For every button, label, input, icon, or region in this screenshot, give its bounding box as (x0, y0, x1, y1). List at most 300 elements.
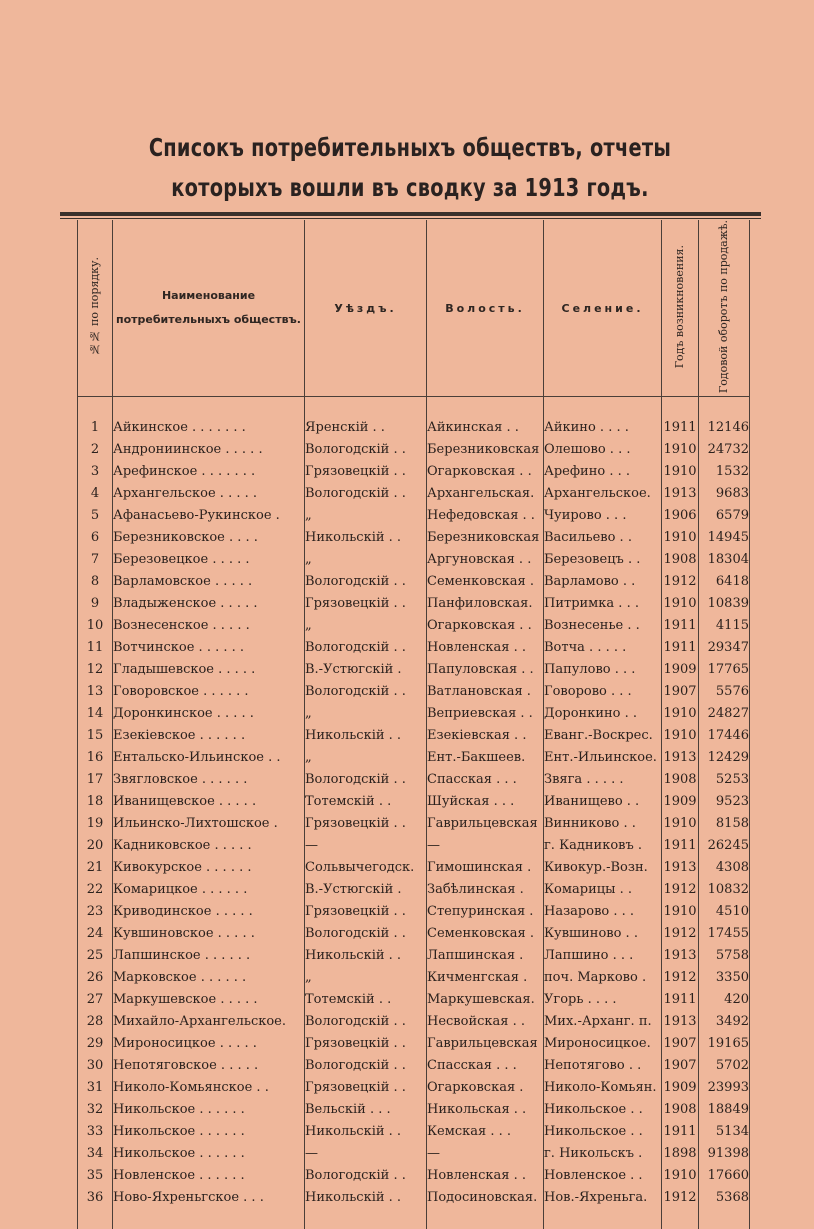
annual-turnover-cell: 24732 (699, 439, 750, 461)
table-row (78, 1143, 750, 1165)
annual-turnover-cell: 5758 (699, 945, 750, 967)
volost-cell: Березниковская (427, 439, 544, 461)
society-name: Никольское . . . . . . (113, 1121, 305, 1143)
row-number: 29 (78, 1033, 113, 1055)
society-name: Марковское . . . . . . (113, 967, 305, 989)
row-number: 31 (78, 1077, 113, 1099)
volost-cell: Панфиловская. (427, 593, 544, 615)
row-number: 3 (78, 461, 113, 483)
volost-cell: Лапшинская . (427, 945, 544, 967)
table-row (78, 747, 750, 769)
table-row (78, 1165, 750, 1187)
selenie-cell: Вотча . . . . . (544, 637, 662, 659)
row-number: 24 (78, 923, 113, 945)
row-number: 33 (78, 1121, 113, 1143)
volost-cell: Огарковская . (427, 1077, 544, 1099)
volost-cell: Гаврильцевская (427, 1033, 544, 1055)
uezd-cell: „ (305, 967, 427, 989)
society-name: Архангельское . . . . . (113, 483, 305, 505)
society-name: Лапшинское . . . . . . (113, 945, 305, 967)
annual-turnover-cell: 91398 (699, 1143, 750, 1165)
uezd-cell: Вельскій . . . (305, 1099, 427, 1121)
volost-cell: Новленская . . (427, 1165, 544, 1187)
year-founded-cell: 1906 (662, 505, 699, 527)
selenie-cell: Кувшиново . . (544, 923, 662, 945)
volost-cell: Подосиновская. (427, 1187, 544, 1209)
table-row (78, 461, 750, 483)
year-founded-cell: 1911 (662, 1121, 699, 1143)
volost-cell: Маркушевская. (427, 989, 544, 1011)
page-title: Списокъ потребительныхъ обществъ, отчеты которыхъ вошли въ сводку за 1913 годъ. (148, 133, 672, 202)
society-name: Гладышевское . . . . . (113, 659, 305, 681)
table-row (78, 483, 750, 505)
society-name: Березовецкое . . . . . (113, 549, 305, 571)
year-founded-cell: 1910 (662, 703, 699, 725)
row-number: 17 (78, 769, 113, 791)
table-row (78, 1187, 750, 1209)
row-number: 5 (78, 505, 113, 527)
volost-cell: Айкинская . . (427, 417, 544, 439)
annual-turnover-cell: 14945 (699, 527, 750, 549)
annual-turnover-cell: 9683 (699, 483, 750, 505)
society-name: Маркушевское . . . . . (113, 989, 305, 1011)
row-number: 18 (78, 791, 113, 813)
society-name: Айкинское . . . . . . . (113, 417, 305, 439)
annual-turnover-cell: 26245 (699, 835, 750, 857)
row-number: 7 (78, 549, 113, 571)
selenie-cell: Папулово . . . (544, 659, 662, 681)
selenie-cell: Винниково . . (544, 813, 662, 835)
uezd-cell: Грязовецкій . . (305, 813, 427, 835)
society-name: Мироносицкое . . . . . (113, 1033, 305, 1055)
annual-turnover-cell: 8158 (699, 813, 750, 835)
selenie-cell: Вознесенье . . (544, 615, 662, 637)
selenie-cell: Непотягово . . (544, 1055, 662, 1077)
annual-turnover-cell: 23993 (699, 1077, 750, 1099)
society-name: Новленское . . . . . . (113, 1165, 305, 1187)
row-number: 12 (78, 659, 113, 681)
selenie-cell: Питримка . . . (544, 593, 662, 615)
uezd-cell: Никольскій . . (305, 945, 427, 967)
annual-turnover-cell: 17660 (699, 1165, 750, 1187)
annual-turnover-cell: 17765 (699, 659, 750, 681)
selenie-cell: Лапшино . . . (544, 945, 662, 967)
volost-cell: Семенковская . (427, 571, 544, 593)
selenie-cell: Иванищево . . (544, 791, 662, 813)
annual-turnover-cell: 10832 (699, 879, 750, 901)
year-founded-cell: 1910 (662, 901, 699, 923)
selenie-cell: Чуирово . . . (544, 505, 662, 527)
volost-cell: Кемская . . . (427, 1121, 544, 1143)
annual-turnover-cell: 5134 (699, 1121, 750, 1143)
row-number: 1 (78, 417, 113, 439)
row-number: 22 (78, 879, 113, 901)
society-name: Кивокурское . . . . . . (113, 857, 305, 879)
selenie-cell: Еванг.-Воскрес. (544, 725, 662, 747)
table-row (78, 681, 750, 703)
row-number: 26 (78, 967, 113, 989)
table-row (78, 879, 750, 901)
uezd-cell: Никольскій . . (305, 527, 427, 549)
row-number: 15 (78, 725, 113, 747)
row-number: 21 (78, 857, 113, 879)
uezd-cell: Грязовецкій . . (305, 593, 427, 615)
year-founded-cell: 1911 (662, 835, 699, 857)
year-founded-cell: 1909 (662, 1077, 699, 1099)
society-name: Вотчинское . . . . . . (113, 637, 305, 659)
header-oborot: Годовой оборотъ по продажѣ. (699, 220, 750, 397)
table-row (78, 1099, 750, 1121)
volost-cell: Огарковская . . (427, 461, 544, 483)
table-row (78, 659, 750, 681)
annual-turnover-cell: 19165 (699, 1033, 750, 1055)
society-name: Звягловское . . . . . . (113, 769, 305, 791)
selenie-cell: Звяга . . . . . (544, 769, 662, 791)
year-founded-cell: 1911 (662, 637, 699, 659)
society-name: Андрониинское . . . . . (113, 439, 305, 461)
annual-turnover-cell: 4115 (699, 615, 750, 637)
row-number: 2 (78, 439, 113, 461)
uezd-cell: Вологодскій . . (305, 439, 427, 461)
table-row (78, 439, 750, 461)
selenie-cell: Новленское . . (544, 1165, 662, 1187)
year-founded-cell: 1912 (662, 967, 699, 989)
annual-turnover-cell: 5368 (699, 1187, 750, 1209)
annual-turnover-cell: 5253 (699, 769, 750, 791)
uezd-cell: Вологодскій . . (305, 571, 427, 593)
row-number: 27 (78, 989, 113, 1011)
row-number: 25 (78, 945, 113, 967)
volost-cell: Гаврильцевская (427, 813, 544, 835)
selenie-cell: Николо-Комьян. (544, 1077, 662, 1099)
volost-cell: Огарковская . . (427, 615, 544, 637)
annual-turnover-cell: 18849 (699, 1099, 750, 1121)
uezd-cell: Вологодскій . . (305, 923, 427, 945)
uezd-cell: Вологодскій . . (305, 1055, 427, 1077)
volost-cell: Папуловская . . (427, 659, 544, 681)
annual-turnover-cell: 4510 (699, 901, 750, 923)
table-row (78, 637, 750, 659)
uezd-cell: Никольскій . . (305, 1187, 427, 1209)
uezd-cell: Вологодскій . . (305, 1011, 427, 1033)
year-founded-cell: 1910 (662, 593, 699, 615)
table-row (78, 571, 750, 593)
volost-cell: Ватлановская . (427, 681, 544, 703)
row-number: 32 (78, 1099, 113, 1121)
annual-turnover-cell: 10839 (699, 593, 750, 615)
annual-turnover-cell: 420 (699, 989, 750, 1011)
volost-cell: Никольская . . (427, 1099, 544, 1121)
year-founded-cell: 1911 (662, 989, 699, 1011)
selenie-cell: Олешово . . . (544, 439, 662, 461)
table-row (78, 615, 750, 637)
table-row (78, 769, 750, 791)
selenie-cell: Архангельское. (544, 483, 662, 505)
annual-turnover-cell: 12146 (699, 417, 750, 439)
year-founded-cell: 1913 (662, 1011, 699, 1033)
year-founded-cell: 1912 (662, 879, 699, 901)
volost-cell: Березниковская (427, 527, 544, 549)
uezd-cell: Никольскій . . (305, 1121, 427, 1143)
row-number: 11 (78, 637, 113, 659)
row-number: 23 (78, 901, 113, 923)
year-founded-cell: 1912 (662, 923, 699, 945)
table-row (78, 813, 750, 835)
uezd-cell: Вологодскій . . (305, 483, 427, 505)
row-number: 13 (78, 681, 113, 703)
year-founded-cell: 1911 (662, 417, 699, 439)
annual-turnover-cell: 5702 (699, 1055, 750, 1077)
table-row (78, 549, 750, 571)
uezd-cell: „ (305, 549, 427, 571)
volost-cell: Гимошинская . (427, 857, 544, 879)
society-name: Езекіевское . . . . . . (113, 725, 305, 747)
table-header-row (78, 220, 750, 397)
year-founded-cell: 1912 (662, 1187, 699, 1209)
year-founded-cell: 1913 (662, 945, 699, 967)
selenie-cell: Мироносицкое. (544, 1033, 662, 1055)
society-name: Иванищевское . . . . . (113, 791, 305, 813)
year-founded-cell: 1910 (662, 813, 699, 835)
uezd-cell: Грязовецкій . . (305, 901, 427, 923)
row-number: 30 (78, 1055, 113, 1077)
society-name: Николо-Комьянское . . (113, 1077, 305, 1099)
society-name: Никольское . . . . . . (113, 1143, 305, 1165)
year-founded-cell: 1911 (662, 615, 699, 637)
year-founded-cell: 1908 (662, 549, 699, 571)
year-founded-cell: 1907 (662, 681, 699, 703)
title-rule (60, 212, 761, 216)
selenie-cell: г. Никольскъ . (544, 1143, 662, 1165)
year-founded-cell: 1910 (662, 527, 699, 549)
table-row (78, 835, 750, 857)
year-founded-cell: 1913 (662, 483, 699, 505)
society-name: Доронкинское . . . . . (113, 703, 305, 725)
selenie-cell: Доронкино . . (544, 703, 662, 725)
year-founded-cell: 1912 (662, 571, 699, 593)
volost-cell: Несвойская . . (427, 1011, 544, 1033)
uezd-cell: Тотемскій . . (305, 791, 427, 813)
table-row (78, 967, 750, 989)
row-number: 28 (78, 1011, 113, 1033)
society-name: Владыженское . . . . . (113, 593, 305, 615)
volost-cell: Кичменгская . (427, 967, 544, 989)
year-founded-cell: 1910 (662, 725, 699, 747)
uezd-cell: Грязовецкій . . (305, 461, 427, 483)
uezd-cell: В.-Устюгскій . (305, 879, 427, 901)
selenie-cell: Угорь . . . . (544, 989, 662, 1011)
uezd-cell: Сольвычегодск. (305, 857, 427, 879)
selenie-cell: Мих.-Арханг. п. (544, 1011, 662, 1033)
selenie-cell: Айкино . . . . (544, 417, 662, 439)
row-number: 14 (78, 703, 113, 725)
volost-cell: — (427, 835, 544, 857)
selenie-cell: Березовецъ . . (544, 549, 662, 571)
society-name: Афанасьево-Рукинское . (113, 505, 305, 527)
selenie-cell: Никольское . . (544, 1099, 662, 1121)
uezd-cell: Вологодскій . . (305, 681, 427, 703)
row-number: 20 (78, 835, 113, 857)
year-founded-cell: 1907 (662, 1033, 699, 1055)
annual-turnover-cell: 5576 (699, 681, 750, 703)
volost-cell: Новленская . . (427, 637, 544, 659)
table-row (78, 527, 750, 549)
selenie-cell: Комарицы . . (544, 879, 662, 901)
uezd-cell: — (305, 835, 427, 857)
table-row (78, 791, 750, 813)
society-name: Михайло-Архангельское. (113, 1011, 305, 1033)
annual-turnover-cell: 6579 (699, 505, 750, 527)
row-number: 16 (78, 747, 113, 769)
table-row (78, 989, 750, 1011)
volost-cell: Шуйская . . . (427, 791, 544, 813)
row-number: 35 (78, 1165, 113, 1187)
selenie-cell: г. Кадниковъ . (544, 835, 662, 857)
year-founded-cell: 1910 (662, 461, 699, 483)
year-founded-cell: 1910 (662, 439, 699, 461)
society-name: Кадниковское . . . . . (113, 835, 305, 857)
volost-cell: Аргуновская . . (427, 549, 544, 571)
uezd-cell: Яренскій . . (305, 417, 427, 439)
annual-turnover-cell: 29347 (699, 637, 750, 659)
table-row (78, 1077, 750, 1099)
header-name: Наименование потребительныхъ обществъ. (113, 220, 305, 397)
table-row (78, 1121, 750, 1143)
selenie-cell: Нов.-Яхреньга. (544, 1187, 662, 1209)
society-name: Кувшиновское . . . . . (113, 923, 305, 945)
selenie-cell: поч. Марково . (544, 967, 662, 989)
year-founded-cell: 1908 (662, 769, 699, 791)
annual-turnover-cell: 6418 (699, 571, 750, 593)
row-number: 9 (78, 593, 113, 615)
table-row (78, 945, 750, 967)
year-founded-cell: 1909 (662, 791, 699, 813)
header-volost: Волость. (427, 220, 544, 397)
table-body (78, 397, 750, 1229)
volost-cell: Езекіевская . . (427, 725, 544, 747)
annual-turnover-cell: 3350 (699, 967, 750, 989)
annual-turnover-cell: 1532 (699, 461, 750, 483)
uezd-cell: Грязовецкій . . (305, 1077, 427, 1099)
header-year: Годъ возникновения. (662, 220, 699, 397)
society-name: Комарицкое . . . . . . (113, 879, 305, 901)
volost-cell: Архангельская. (427, 483, 544, 505)
annual-turnover-cell: 17446 (699, 725, 750, 747)
volost-cell: Спасская . . . (427, 769, 544, 791)
uezd-cell: В.-Устюгскій . (305, 659, 427, 681)
row-number: 34 (78, 1143, 113, 1165)
society-name: Ентальско-Ильинское . . (113, 747, 305, 769)
selenie-cell: Васильево . . (544, 527, 662, 549)
uezd-cell: „ (305, 505, 427, 527)
society-name: Арефинское . . . . . . . (113, 461, 305, 483)
society-name: Ильинско-Лихтошское . (113, 813, 305, 835)
row-number: 10 (78, 615, 113, 637)
annual-turnover-cell: 12429 (699, 747, 750, 769)
annual-turnover-cell: 9523 (699, 791, 750, 813)
volost-cell: Степуринская . (427, 901, 544, 923)
society-name: Никольское . . . . . . (113, 1099, 305, 1121)
volost-cell: Ент.-Бакшеев. (427, 747, 544, 769)
header-uezd: Уѣздъ. (305, 220, 427, 397)
societies-table (77, 220, 750, 1229)
table-row (78, 923, 750, 945)
volost-cell: Нефедовская . . (427, 505, 544, 527)
uezd-cell: — (305, 1143, 427, 1165)
selenie-cell: Арефино . . . (544, 461, 662, 483)
annual-turnover-cell: 4308 (699, 857, 750, 879)
uezd-cell: „ (305, 747, 427, 769)
uezd-cell: Вологодскій . . (305, 637, 427, 659)
society-name: Криводинское . . . . . (113, 901, 305, 923)
row-number: 36 (78, 1187, 113, 1209)
table-row (78, 417, 750, 439)
annual-turnover-cell: 24827 (699, 703, 750, 725)
society-name: Вознесенское . . . . . (113, 615, 305, 637)
selenie-cell: Никольское . . (544, 1121, 662, 1143)
table-row (78, 857, 750, 879)
uezd-cell: Грязовецкій . . (305, 1033, 427, 1055)
year-founded-cell: 1909 (662, 659, 699, 681)
year-founded-cell: 1908 (662, 1099, 699, 1121)
table-row (78, 1033, 750, 1055)
title-rule-thin (60, 218, 761, 219)
society-name: Говоровское . . . . . . (113, 681, 305, 703)
society-name: Варламовское . . . . . (113, 571, 305, 593)
year-founded-cell: 1898 (662, 1143, 699, 1165)
table-row (78, 593, 750, 615)
uezd-cell: Вологодскій . . (305, 769, 427, 791)
volost-cell: Спасская . . . (427, 1055, 544, 1077)
annual-turnover-cell: 18304 (699, 549, 750, 571)
year-founded-cell: 1910 (662, 1165, 699, 1187)
annual-turnover-cell: 17455 (699, 923, 750, 945)
volost-cell: Семенковская . (427, 923, 544, 945)
selenie-cell: Варламово . . (544, 571, 662, 593)
uezd-cell: Вологодскій . . (305, 1165, 427, 1187)
table-row (78, 725, 750, 747)
society-name: Непотяговское . . . . . (113, 1055, 305, 1077)
society-name: Березниковское . . . . (113, 527, 305, 549)
uezd-cell: Тотемскій . . (305, 989, 427, 1011)
annual-turnover-cell: 3492 (699, 1011, 750, 1033)
header-no: №№ по порядку. (78, 220, 113, 397)
year-founded-cell: 1913 (662, 747, 699, 769)
header-selenie: Селение. (544, 220, 662, 397)
selenie-cell: Говорово . . . (544, 681, 662, 703)
society-name: Ново-Яхреньгское . . . (113, 1187, 305, 1209)
year-founded-cell: 1907 (662, 1055, 699, 1077)
uezd-cell: Никольскій . . (305, 725, 427, 747)
volost-cell: Веприевская . . (427, 703, 544, 725)
volost-cell: — (427, 1143, 544, 1165)
selenie-cell: Кивокур.-Возн. (544, 857, 662, 879)
selenie-cell: Назарово . . . (544, 901, 662, 923)
year-founded-cell: 1913 (662, 857, 699, 879)
table-row (78, 1055, 750, 1077)
row-number: 4 (78, 483, 113, 505)
uezd-cell: „ (305, 615, 427, 637)
table-row (78, 1011, 750, 1033)
row-number: 6 (78, 527, 113, 549)
volost-cell: Забѣлинская . (427, 879, 544, 901)
row-number: 8 (78, 571, 113, 593)
table-row (78, 703, 750, 725)
selenie-cell: Ент.-Ильинское. (544, 747, 662, 769)
uezd-cell: „ (305, 703, 427, 725)
table-row (78, 505, 750, 527)
table-row (78, 901, 750, 923)
